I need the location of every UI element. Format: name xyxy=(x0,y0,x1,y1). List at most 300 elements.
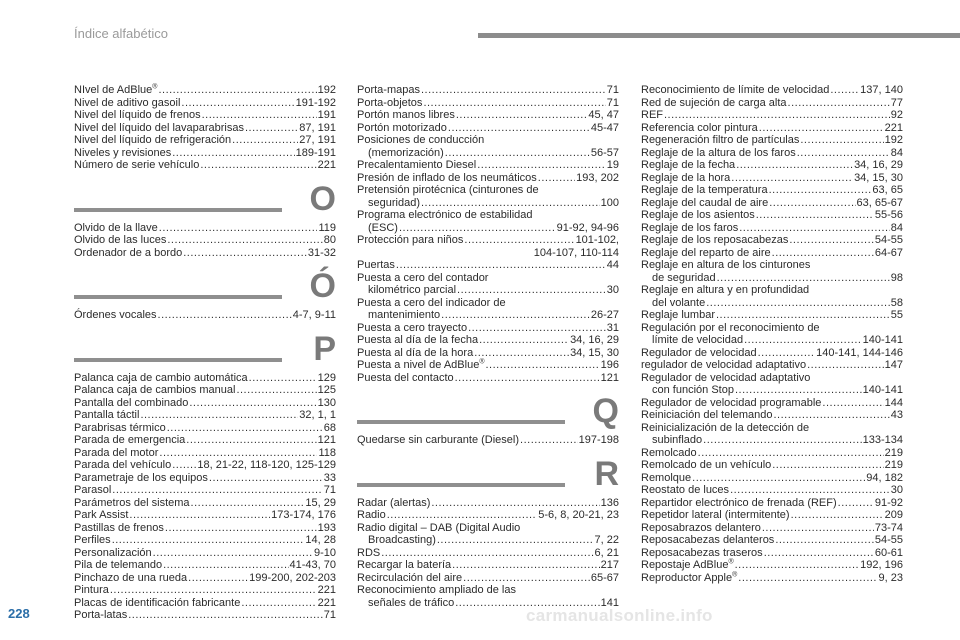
index-term: Pinchazo de una rueda xyxy=(74,571,188,584)
dot-leader xyxy=(538,172,575,185)
index-pages: 54-55 xyxy=(874,234,903,246)
index-pages: 41-43, 70 xyxy=(289,559,336,571)
index-pages: 137, 140 xyxy=(860,84,903,96)
index-entry xyxy=(74,97,336,110)
dot-leader xyxy=(110,584,317,597)
index-term: Órdenes vocales xyxy=(74,309,157,321)
index-entry xyxy=(74,497,336,510)
section-letter: Ó xyxy=(309,267,336,305)
watermark: carmanualsonline.info xyxy=(526,606,713,625)
index-pages: 18, 21-22, 118-120, 125-129 xyxy=(197,459,336,471)
index-entry xyxy=(641,347,903,360)
index-entry xyxy=(357,509,619,522)
dot-leader xyxy=(775,534,874,547)
dot-leader xyxy=(735,559,860,572)
index-term: Repostaje AdBlue® xyxy=(641,558,734,571)
index-pages: 125 xyxy=(317,384,336,396)
index-term: Park Assist xyxy=(74,509,129,521)
index-pages: 217 xyxy=(600,559,619,571)
dot-leader xyxy=(249,372,317,385)
dot-leader xyxy=(209,472,323,485)
index-term: Porta-mapas xyxy=(357,84,420,96)
index-entry xyxy=(641,309,903,322)
index-pages: 219 xyxy=(884,446,903,459)
index-term: Parametraje de los equipos xyxy=(74,471,208,484)
index-entry xyxy=(641,372,903,385)
index-entry xyxy=(74,572,336,585)
index-entry xyxy=(357,322,619,335)
index-entry xyxy=(357,122,619,135)
index-entry xyxy=(641,472,903,485)
index-term: mantenimiento xyxy=(368,309,441,321)
dot-leader xyxy=(112,534,305,547)
index-term: Portón manos libres xyxy=(357,109,455,121)
dot-leader xyxy=(756,209,874,222)
index-entry xyxy=(641,184,903,197)
index-term: Programa electrónico de estabilidad xyxy=(357,209,533,221)
index-term: Reiniciación del telemando xyxy=(641,409,773,421)
dot-leader xyxy=(200,159,316,172)
index-entry xyxy=(357,147,619,160)
index-pages: 56-57 xyxy=(590,146,619,159)
index-pages: 193, 202 xyxy=(576,171,619,184)
dot-leader xyxy=(456,109,588,122)
index-pages: 101-102, xyxy=(575,234,619,246)
index-pages: 60-61 xyxy=(874,546,903,559)
index-term: Personalización xyxy=(74,546,152,559)
index-term: Reconocimiento ampliado de las xyxy=(357,584,516,596)
dot-leader xyxy=(788,97,890,110)
index-entry xyxy=(641,172,903,185)
dot-leader xyxy=(758,347,816,360)
dot-leader xyxy=(477,159,606,172)
index-pages: 27, 191 xyxy=(299,134,336,146)
index-term: Repetidor lateral (intermitente) xyxy=(641,509,790,521)
index-pages: 45-47 xyxy=(590,121,619,134)
index-entry xyxy=(74,384,336,397)
dot-leader xyxy=(441,309,590,322)
index-pages: 9, 23 xyxy=(878,571,903,584)
index-entry xyxy=(357,97,619,110)
dot-leader xyxy=(128,609,323,622)
index-entry xyxy=(641,159,903,172)
dot-leader xyxy=(163,559,288,572)
dot-leader xyxy=(772,459,883,472)
index-pages: 144 xyxy=(884,396,903,409)
index-pages: 63, 65-67 xyxy=(856,196,903,209)
dot-leader xyxy=(474,347,569,360)
index-term: Recirculación del aire xyxy=(357,571,463,584)
header-rule xyxy=(478,33,960,38)
index-term: Pila de telemando xyxy=(74,559,163,571)
page-header-title: Índice alfabético xyxy=(74,26,168,41)
dot-leader xyxy=(463,572,590,585)
index-pages: 91-92, 94-96 xyxy=(556,221,619,234)
index-pages: 221 xyxy=(884,121,903,134)
index-entry xyxy=(74,147,336,160)
index-term: Regulador de velocidad adaptativo xyxy=(641,371,811,384)
dot-leader xyxy=(158,309,292,322)
index-term: Broadcasting) xyxy=(368,534,436,546)
index-term: Puesta al día de la hora xyxy=(357,346,474,359)
index-entry xyxy=(641,259,903,272)
index-entry xyxy=(74,609,336,622)
index-term: Olvido de la llave xyxy=(74,221,158,234)
index-term: Posiciones de conducción xyxy=(357,134,485,146)
index-entry xyxy=(357,497,619,510)
index-pages: 141 xyxy=(600,596,619,609)
index-column-3 xyxy=(641,84,903,584)
index-entry xyxy=(641,122,903,135)
index-term: Puesta a cero del contador xyxy=(357,271,489,284)
index-term: Reconocimiento de límite de velocidad xyxy=(641,84,830,96)
index-pages: 71 xyxy=(323,484,336,496)
index-pages: 84 xyxy=(890,221,903,234)
dot-leader xyxy=(797,147,890,160)
index-pages: 104-107, 110-114 xyxy=(533,246,619,259)
dot-leader xyxy=(172,147,294,160)
index-entry xyxy=(357,572,619,585)
index-term: de seguridad xyxy=(652,271,716,284)
index-pages: 34, 16, 29 xyxy=(570,334,619,346)
section-letter-block xyxy=(74,328,336,372)
index-pages: 9-10 xyxy=(313,546,336,559)
dot-leader xyxy=(236,384,316,397)
index-pages: 133-134 xyxy=(862,434,903,446)
index-pages: 197-198 xyxy=(578,434,619,446)
dot-leader xyxy=(773,409,889,422)
dot-leader xyxy=(387,509,538,522)
dot-leader xyxy=(485,359,599,372)
index-pages: 34, 16, 29 xyxy=(854,159,903,171)
index-entry xyxy=(74,372,336,385)
dot-leader xyxy=(381,547,593,560)
index-pages: 55-56 xyxy=(874,209,903,221)
index-pages: 121 xyxy=(317,434,336,446)
dot-leader xyxy=(452,559,599,572)
index-term: Nivel del líquido del lavaparabrisas xyxy=(74,121,244,134)
dot-leader xyxy=(445,147,590,160)
index-entry xyxy=(641,397,903,410)
dot-leader xyxy=(716,309,890,322)
index-entry xyxy=(357,584,619,597)
dot-leader xyxy=(830,84,859,97)
index-term: Puesta al día de la fecha xyxy=(357,334,479,346)
index-pages: 118 xyxy=(318,446,336,459)
index-pages: 30 xyxy=(890,484,903,496)
index-pages: 45, 47 xyxy=(588,109,619,121)
index-term: Portón motorizado xyxy=(357,121,447,134)
index-entry xyxy=(74,597,336,610)
index-pages: 87, 191 xyxy=(299,121,336,134)
dot-leader xyxy=(520,434,578,447)
index-term: Regulación por el reconocimiento de xyxy=(641,321,820,334)
index-entry xyxy=(357,522,619,535)
section-letter-block xyxy=(357,390,619,434)
index-term: Pastillas de frenos xyxy=(74,521,164,534)
index-pages: 129 xyxy=(317,371,336,384)
index-pages: 19 xyxy=(606,159,619,171)
index-pages: 192, 196 xyxy=(860,559,903,571)
dot-leader xyxy=(167,234,322,247)
index-entry xyxy=(641,509,903,522)
index-pages: 58 xyxy=(890,296,903,309)
section-letter: Q xyxy=(592,392,619,430)
index-entry xyxy=(641,334,903,347)
index-term: Parada del vehículo xyxy=(74,459,172,471)
index-term: Puesta a cero trayecto xyxy=(357,321,468,334)
index-entry xyxy=(74,309,336,322)
index-term: Parasol xyxy=(74,484,112,496)
index-entry xyxy=(357,247,619,260)
index-pages: 6, 21 xyxy=(594,546,619,559)
index-pages: 84 xyxy=(890,146,903,159)
index-term: Olvido de las luces xyxy=(74,234,167,246)
index-entry xyxy=(641,447,903,460)
index-pages: 196 xyxy=(600,359,619,371)
dot-leader xyxy=(437,534,594,547)
index-entry xyxy=(357,434,619,447)
index-entry xyxy=(641,359,903,372)
index-term: REF xyxy=(641,109,663,121)
index-pages: 192 xyxy=(317,84,336,96)
dot-leader xyxy=(762,522,874,535)
section-letter: O xyxy=(309,179,336,218)
page-number: 228 xyxy=(8,606,30,621)
index-entry xyxy=(74,422,336,435)
index-pages: 31-32 xyxy=(307,246,336,259)
index-entry xyxy=(357,184,619,197)
index-entry xyxy=(74,122,336,135)
index-pages: 15, 29 xyxy=(305,496,336,509)
index-term: Pantalla del combinado xyxy=(74,396,189,409)
index-entry xyxy=(74,509,336,522)
index-pages: 189-191 xyxy=(295,146,336,159)
index-entry xyxy=(641,534,903,547)
index-term: Red de sujeción de carga alta xyxy=(641,96,787,109)
index-term: Reglaje en altura de los cinturones xyxy=(641,259,811,271)
index-entry xyxy=(74,222,336,235)
index-term: Reglaje lumbar xyxy=(641,309,715,321)
section-rule xyxy=(74,358,282,362)
dot-leader xyxy=(764,547,874,560)
index-term: (memorización) xyxy=(368,146,444,159)
index-pages: 26-27 xyxy=(590,309,619,321)
index-term: Remolcado xyxy=(641,446,697,459)
index-entry xyxy=(357,222,619,235)
index-term: Radio xyxy=(357,509,386,521)
index-entry xyxy=(641,147,903,160)
index-entry xyxy=(74,522,336,535)
index-term: Regulador de velocidad xyxy=(641,346,757,359)
index-term: Reglaje de los faros xyxy=(641,221,739,234)
index-entry xyxy=(74,247,336,260)
index-entry xyxy=(74,484,336,497)
dot-leader xyxy=(822,397,883,410)
index-pages: 32, 1, 1 xyxy=(299,409,336,421)
index-pages: 221 xyxy=(317,584,336,596)
index-entry xyxy=(357,297,619,310)
index-pages: 191 xyxy=(317,109,336,121)
index-term: Perfiles xyxy=(74,534,111,546)
dot-leader xyxy=(241,597,316,610)
index-pages: 191-192 xyxy=(295,96,336,109)
index-term: kilométrico parcial xyxy=(368,284,457,296)
index-entry xyxy=(641,222,903,235)
index-entry xyxy=(357,372,619,385)
index-entry xyxy=(357,359,619,372)
index-pages: 54-55 xyxy=(874,534,903,546)
index-pages: 136 xyxy=(600,496,619,509)
section-letter-block xyxy=(74,178,336,222)
dot-leader xyxy=(189,397,316,410)
index-column-1 xyxy=(74,84,336,622)
dot-leader xyxy=(731,172,853,185)
index-pages: 34, 15, 30 xyxy=(570,346,619,359)
index-pages: 140-141 xyxy=(862,384,903,396)
index-pages: 31 xyxy=(606,321,619,334)
section-letter-block xyxy=(357,453,619,497)
index-entry xyxy=(74,559,336,572)
dot-leader xyxy=(789,234,873,247)
index-pages: 147 xyxy=(884,359,903,371)
index-entry xyxy=(357,309,619,322)
index-pages: 94, 182 xyxy=(866,471,903,484)
index-entry xyxy=(74,159,336,172)
index-pages: 68 xyxy=(323,421,336,434)
index-entry xyxy=(74,472,336,485)
index-term: Reglaje de la hora xyxy=(641,171,731,184)
index-term: Reglaje de la temperatura xyxy=(641,184,768,196)
dot-leader xyxy=(186,434,316,447)
index-term: Reinicialización de la detección de xyxy=(641,421,810,434)
index-term: Radar (alertas) xyxy=(357,496,431,509)
index-entry xyxy=(641,559,903,572)
index-pages: 30 xyxy=(606,284,619,296)
index-entry xyxy=(74,397,336,410)
index-entry xyxy=(357,234,619,247)
dot-leader xyxy=(738,572,877,585)
index-term: con función Stop xyxy=(652,384,734,396)
index-term: Reglaje de la altura de los faros xyxy=(641,146,796,159)
index-pages: 219 xyxy=(884,459,903,471)
index-entry xyxy=(74,434,336,447)
dot-leader xyxy=(479,334,569,347)
index-term: Niveles y revisiones xyxy=(74,146,172,159)
index-term: Reostato de luces xyxy=(641,484,730,496)
index-entry xyxy=(641,434,903,447)
index-entry xyxy=(357,209,619,222)
index-entry xyxy=(357,159,619,172)
index-pages: 199-200, 202-203 xyxy=(249,571,336,584)
index-pages: 119 xyxy=(318,221,336,234)
dot-leader xyxy=(800,134,883,147)
dot-leader xyxy=(188,572,248,585)
index-entry xyxy=(641,197,903,210)
dot-leader xyxy=(468,322,606,335)
index-pages: 34, 15, 30 xyxy=(854,171,903,184)
index-term: Número de serie vehículo xyxy=(74,159,200,171)
index-term: Nivel del líquido de frenos xyxy=(74,109,201,121)
dot-leader xyxy=(140,409,298,422)
dot-leader xyxy=(165,522,317,535)
dot-leader xyxy=(245,122,298,135)
index-term: Placas de identificación fabricante xyxy=(74,596,241,609)
dot-leader xyxy=(457,284,606,297)
index-entry xyxy=(641,234,903,247)
index-term: Radio digital – DAB (Digital Audio xyxy=(357,521,521,534)
index-term: Ordenador de a bordo xyxy=(74,246,183,259)
dot-leader xyxy=(735,384,862,397)
dot-leader xyxy=(399,222,556,235)
index-term: Porta-objetos xyxy=(357,96,423,109)
index-entry xyxy=(74,547,336,560)
index-term: Parabrisas térmico xyxy=(74,421,166,434)
dot-leader xyxy=(183,247,307,260)
index-pages: 173-174, 176 xyxy=(271,509,336,521)
index-pages: 221 xyxy=(317,159,336,171)
dot-leader xyxy=(153,547,313,560)
index-entry xyxy=(74,109,336,122)
index-term: Reglaje de la fecha xyxy=(641,159,736,171)
index-pages: 100 xyxy=(600,196,619,209)
dot-leader xyxy=(769,197,855,210)
index-entry xyxy=(74,459,336,472)
index-term: Protección para niños xyxy=(357,234,464,246)
index-term: Puertas xyxy=(357,259,395,271)
index-term: RDS xyxy=(357,546,381,559)
dot-leader xyxy=(744,334,862,347)
index-pages: 77 xyxy=(890,96,903,109)
index-term: Recargar la batería xyxy=(357,559,452,571)
index-term: Nivel de aditivo gasoil xyxy=(74,96,181,109)
index-term: Pretensión pirotécnica (cinturones de xyxy=(357,184,539,196)
section-rule xyxy=(357,420,565,424)
index-entry xyxy=(357,534,619,547)
dot-leader xyxy=(730,484,890,497)
index-pages: 44 xyxy=(606,259,619,271)
index-term: límite de velocidad xyxy=(652,334,744,346)
index-entry xyxy=(641,109,903,122)
dot-leader xyxy=(772,247,874,260)
index-entry xyxy=(74,84,336,97)
index-entry xyxy=(74,234,336,247)
index-pages: 71 xyxy=(323,609,336,621)
index-term: Reglaje del caudal de aire xyxy=(641,196,769,209)
index-term: Precalentamiento Diesel xyxy=(357,159,477,171)
dot-leader xyxy=(706,297,890,310)
index-pages: 92 xyxy=(890,109,903,121)
index-term: Referencia color pintura xyxy=(641,121,758,134)
index-entry xyxy=(357,547,619,560)
index-pages: 209 xyxy=(884,509,903,521)
dot-leader xyxy=(167,422,323,435)
index-term: NIvel de AdBlue® xyxy=(74,83,158,96)
dot-leader xyxy=(664,109,890,122)
index-term: Parámetros del sistema xyxy=(74,496,190,509)
index-entry xyxy=(74,534,336,547)
index-pages: 7, 22 xyxy=(594,534,619,546)
index-term: Porta-latas xyxy=(74,609,128,621)
index-pages: 71 xyxy=(606,96,619,109)
index-pages: 63, 65 xyxy=(872,184,903,196)
index-entry xyxy=(357,334,619,347)
index-pages: 43 xyxy=(890,409,903,421)
index-entry xyxy=(74,447,336,460)
index-entry xyxy=(641,84,903,97)
dot-leader xyxy=(698,447,884,460)
dot-leader xyxy=(759,122,884,135)
